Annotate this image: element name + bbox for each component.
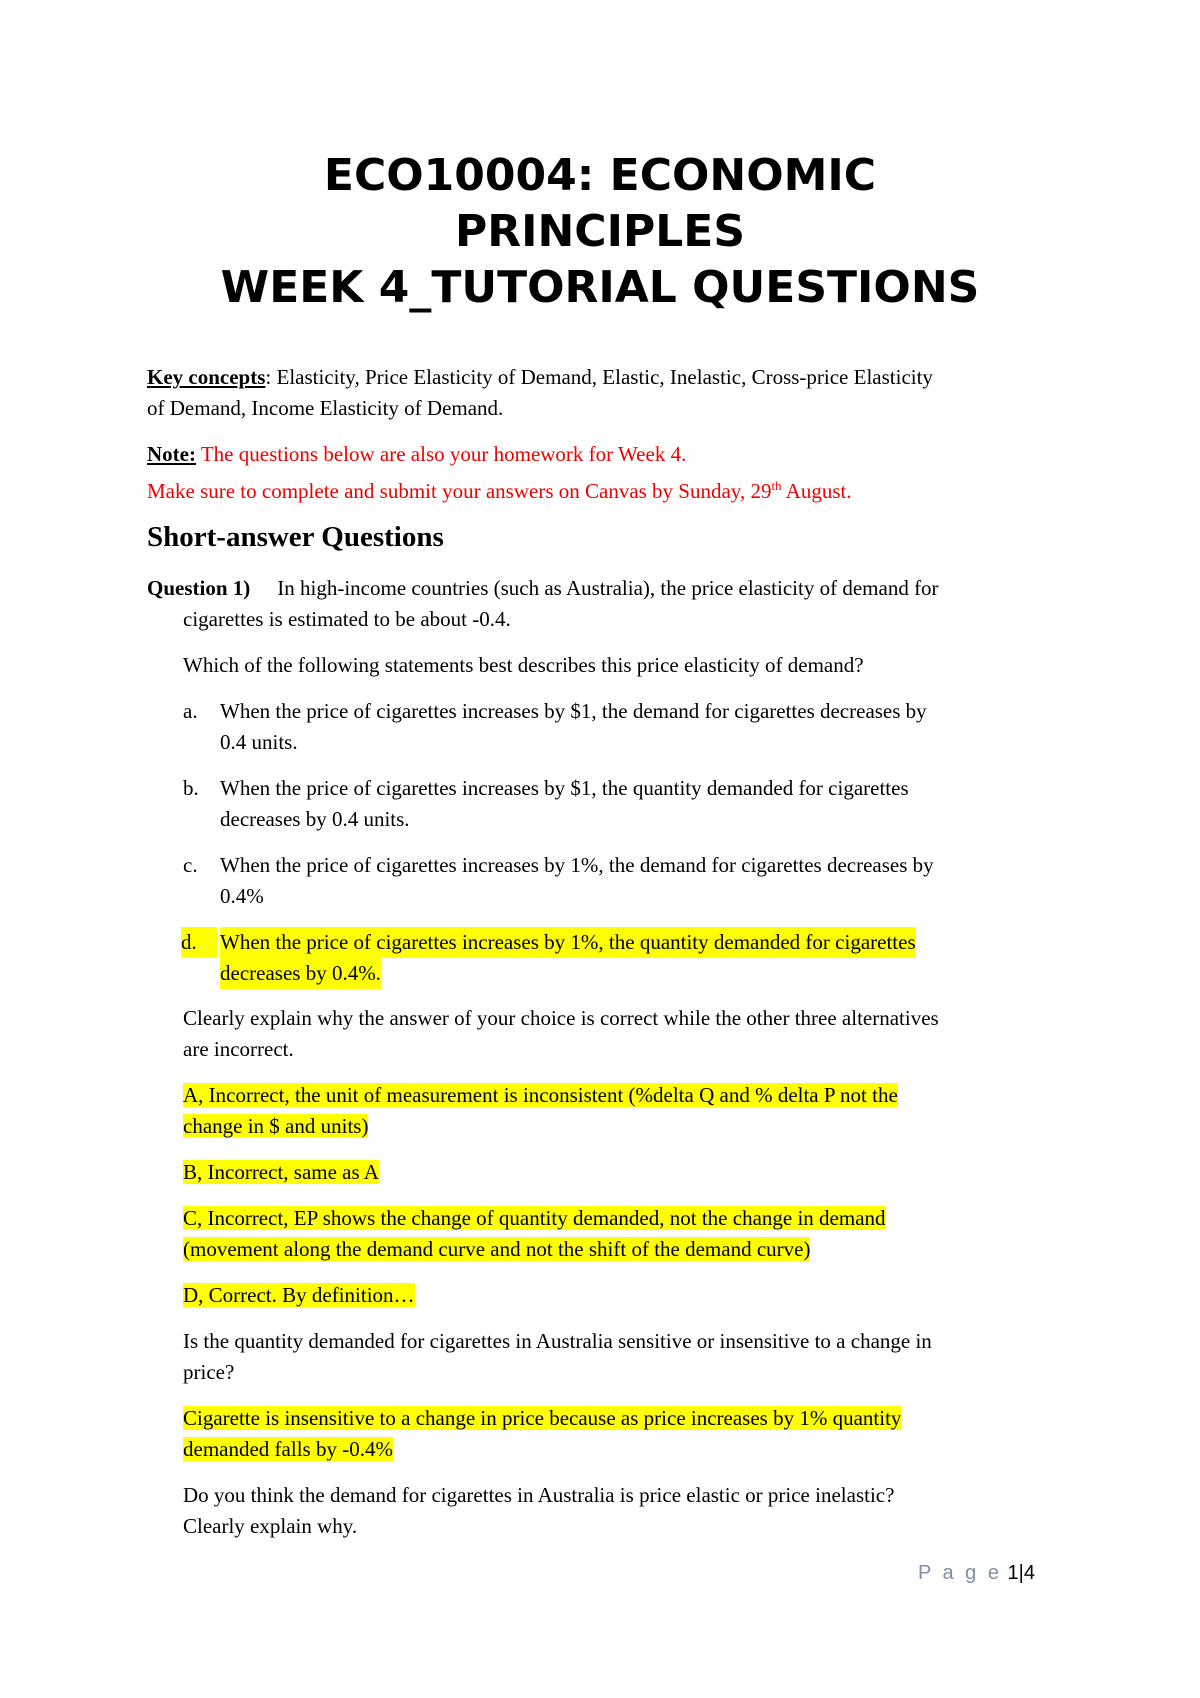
sensitivity-answer-text-2: demanded falls by -0.4% (183, 1437, 393, 1461)
page-total: 4 (1023, 1562, 1035, 1584)
elastic-prompt-line-1: Do you think the demand for cigarettes in Australia is price elastic or price inelastic? (183, 1483, 895, 1507)
page-separator: | (1018, 1562, 1024, 1584)
note-deadline-sup: th (771, 478, 782, 493)
key-concepts-line-2: of Demand, Income Elasticity of Demand. (147, 396, 504, 420)
key-concepts-label: Key concepts (147, 365, 266, 389)
answer-b-text: B, Incorrect, same as A (183, 1160, 379, 1184)
option-c-line-1: When the price of cigarettes increases by 1%, the demand for cigarettes decreases by (220, 853, 934, 877)
option-c-letter: c. (183, 853, 198, 877)
note-line-2 (147, 470, 852, 507)
answer-b (183, 1157, 379, 1188)
sensitivity-answer-line-1 (183, 1403, 901, 1434)
option-c (0, 850, 1200, 912)
question-1-label: Question 1) (147, 576, 251, 600)
option-c-line-2: 0.4% (220, 884, 264, 908)
note-line-1 (147, 439, 686, 470)
note-label: Note: (147, 442, 196, 466)
answer-d (183, 1280, 415, 1311)
option-b-letter: b. (183, 776, 199, 800)
option-d (0, 927, 1200, 989)
sensitivity-prompt-line-1: Is the quantity demanded for cigarettes in Australia sensitive or insensitive to a change in (183, 1329, 932, 1353)
key-concepts-line-1 (147, 362, 1067, 393)
answer-a-line-1 (183, 1080, 898, 1111)
option-a-line-2: 0.4 units. (220, 730, 298, 754)
sensitivity-prompt-line-2: price? (183, 1360, 235, 1384)
answer-c-line-1 (183, 1203, 886, 1234)
page-footer (918, 1562, 1035, 1585)
question-1-line-2: cigarettes is estimated to be about -0.4. (183, 607, 511, 631)
section-heading: Short-answer Questions (147, 521, 444, 553)
page-label: P a g e (917, 1562, 1002, 1584)
title-line-3: WEEK 4_TUTORIAL QUESTIONS (220, 262, 980, 313)
answer-a-text-2: change in $ and units) (183, 1114, 369, 1138)
elastic-prompt-line-2: Clearly explain why. (183, 1514, 358, 1538)
explain-prompt-line-2: are incorrect. (183, 1037, 294, 1061)
page-number: 1 (1007, 1562, 1019, 1584)
answer-c-text-2: (movement along the demand curve and not the shift of the demand curve) (183, 1237, 811, 1261)
option-d-line-2: decreases by 0.4%. (220, 958, 381, 989)
option-b-line-2: decreases by 0.4 units. (220, 807, 410, 831)
option-a-line-1: When the price of cigarettes increases by $1, the demand for cigarettes decreases by (220, 699, 927, 723)
option-d-line-1: When the price of cigarettes increases by 1%, the quantity demanded for cigarettes (220, 927, 916, 958)
answer-a-text-1: A, Incorrect, the unit of measurement is inconsistent (%delta Q and % delta P not the (183, 1083, 898, 1107)
sensitivity-answer-text-1: Cigarette is insensitive to a change in price because as price increases by 1% quantity (183, 1406, 902, 1430)
option-b (0, 773, 1200, 835)
option-b-line-1: When the price of cigarettes increases by $1, the quantity demanded for cigarettes (220, 776, 909, 800)
title-line-1: ECO10004: ECONOMIC (323, 150, 877, 201)
answer-c-text-1: C, Incorrect, EP shows the change of quantity demanded, not the change in demand (183, 1206, 886, 1230)
note-text: The questions below are also your homework for Week 4. (195, 442, 687, 466)
option-a-letter: a. (183, 699, 198, 723)
note-deadline-post: August. (781, 479, 852, 503)
question-1-prompt: Which of the following statements best describes this price elasticity of demand? (183, 653, 864, 677)
option-a (0, 696, 1200, 758)
key-concepts-text: : Elasticity, Price Elasticity of Demand, Elastic, Inelastic, Cross-price Elasticity (265, 365, 933, 389)
answer-a-line-2 (183, 1111, 368, 1142)
question-1-text: In high-income countries (such as Australia), the price elasticity of demand for (277, 576, 939, 600)
sensitivity-answer-line-2 (183, 1434, 393, 1465)
explain-prompt-line-1: Clearly explain why the answer of your choice is correct while the other three alternatives (183, 1006, 939, 1030)
note-deadline-text: Make sure to complete and submit your answers on Canvas by Sunday, 29 (147, 479, 772, 503)
option-d-letter: d. (181, 927, 217, 958)
title-line-2: PRINCIPLES (454, 206, 746, 257)
answer-c-line-2 (183, 1234, 810, 1265)
answer-d-text: D, Correct. By definition… (183, 1283, 415, 1307)
question-1-line-1 (147, 573, 1077, 604)
